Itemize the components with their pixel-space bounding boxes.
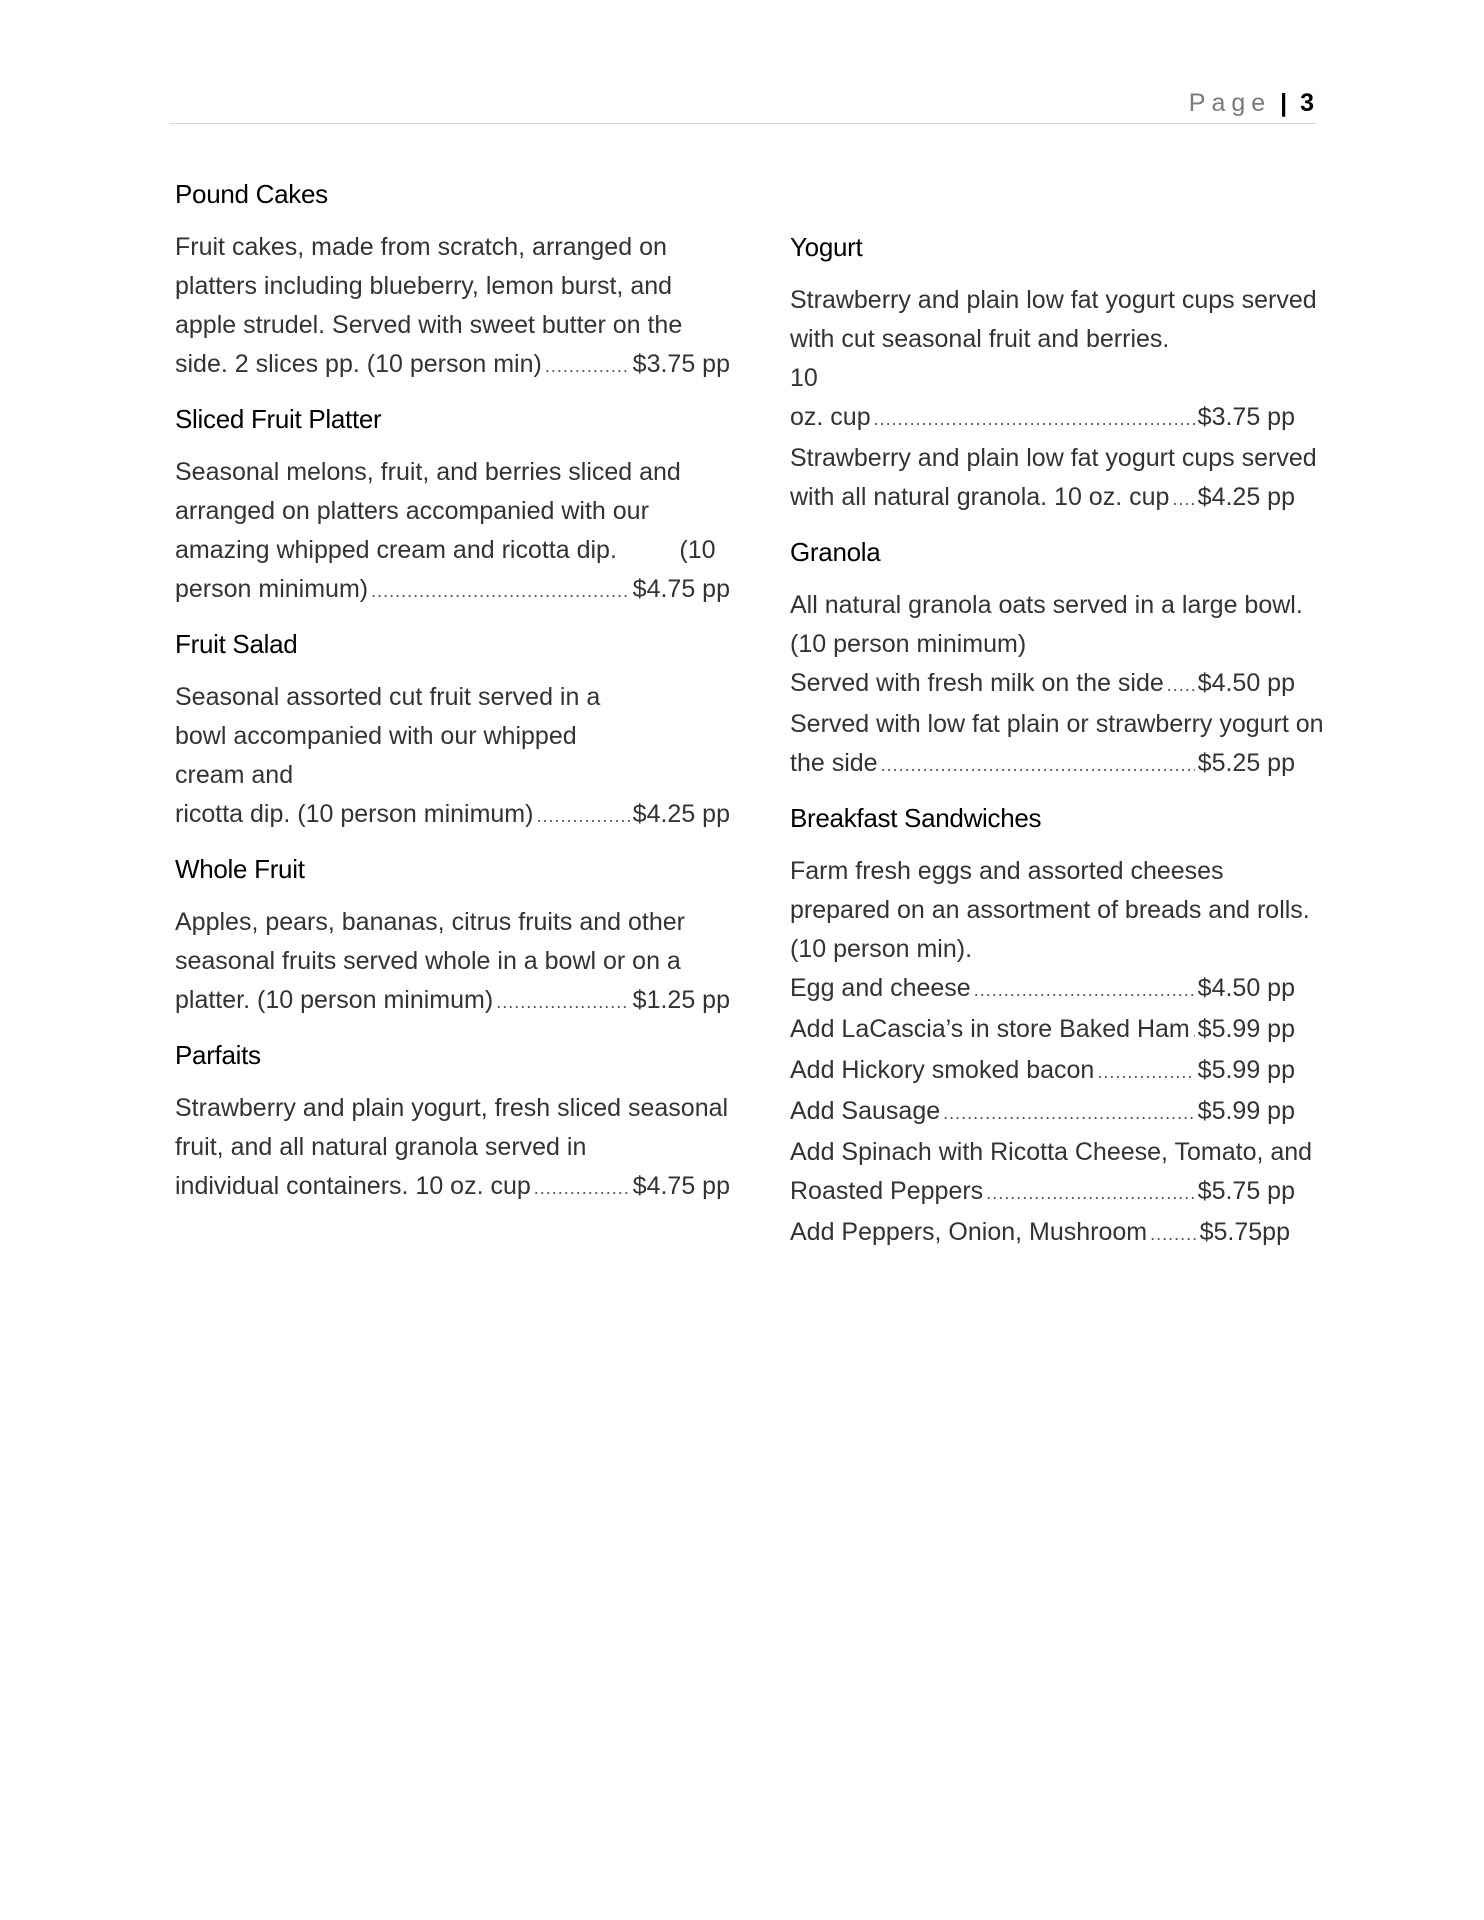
- price-value: $5.99 pp: [1197, 1015, 1295, 1043]
- price-line: [790, 1213, 1290, 1254]
- price-value: $4.25 pp: [1197, 483, 1295, 511]
- price-value: $1.25 pp: [632, 986, 730, 1014]
- price-line: [790, 1010, 1295, 1051]
- section-title: Breakfast Sandwiches: [790, 803, 1042, 833]
- menu-section-fruit-salad: [175, 625, 730, 836]
- dot-leader: [1150, 1215, 1196, 1254]
- dot-leader: [986, 1174, 1194, 1213]
- price-line-label: Egg and cheese: [790, 974, 971, 1002]
- section-title: Parfaits: [175, 1040, 261, 1070]
- menu-section-breakfast-sandwiches: [790, 799, 1320, 1254]
- section-description: Served with low fat plain or strawberry yogurt on: [790, 710, 1324, 738]
- dot-leader: [1167, 666, 1195, 705]
- dot-leader: [881, 746, 1195, 785]
- dot-leader: [534, 1169, 630, 1208]
- dot-leader: [1097, 1053, 1194, 1092]
- price-line: [175, 1167, 730, 1208]
- section-title: Whole Fruit: [175, 854, 305, 884]
- section-description: Fruit cakes, made from scratch, arranged on platters including blueberry, lemon burst, and apple strudel. Served with sweet butter on the: [175, 233, 683, 339]
- price-value: $5.99 pp: [1197, 1056, 1295, 1084]
- price-line-label: with all natural granola. 10 oz. cup: [790, 483, 1170, 511]
- price-line-label: side. 2 slices pp. (10 person min): [175, 350, 542, 378]
- price-line-label: person minimum): [175, 575, 369, 603]
- section-description: Strawberry and plain low fat yogurt cups served with cut seasonal fruit and berries. 10: [790, 286, 1324, 392]
- page-number: 3: [1300, 89, 1314, 117]
- price-line-label: individual containers. 10 oz. cup: [175, 1172, 531, 1200]
- page-header: [170, 85, 1316, 124]
- dot-leader: [1193, 1012, 1195, 1051]
- dot-leader: [545, 347, 630, 386]
- price-line: [175, 981, 730, 1022]
- section-note: (10 person min).: [790, 935, 973, 963]
- section-title: Yogurt: [790, 232, 863, 262]
- price-line-label: Add LaCascia’s in store Baked Ham: [790, 1015, 1190, 1043]
- price-line: [790, 1172, 1295, 1213]
- dot-leader: [371, 572, 630, 611]
- price-line: [790, 969, 1295, 1010]
- section-description: Seasonal melons, fruit, and berries sliced and arranged on platters accompanied with our amazing whipped cream and ricotta dip. (10: [175, 458, 716, 564]
- menu-section-sliced-fruit-platter: [175, 400, 730, 611]
- price-value: $5.75 pp: [1197, 1177, 1295, 1205]
- menu-section-yogurt: [790, 228, 1324, 519]
- price-value: $3.75 pp: [632, 350, 730, 378]
- price-line: [790, 478, 1295, 519]
- dot-leader: [943, 1094, 1195, 1133]
- price-line: [175, 345, 730, 386]
- section-description: Strawberry and plain yogurt, fresh sliced seasonal fruit, and all natural granola served in: [175, 1094, 729, 1161]
- price-line-label: Add Hickory smoked bacon: [790, 1056, 1095, 1084]
- price-value: $5.99 pp: [1197, 1097, 1295, 1125]
- menu-section-granola: [790, 533, 1324, 785]
- price-value: $4.75 pp: [632, 575, 730, 603]
- section-description: Strawberry and plain low fat yogurt cups served: [790, 444, 1317, 472]
- left-column: [175, 175, 730, 1222]
- price-value: $5.25 pp: [1197, 749, 1295, 777]
- price-value: $5.75pp: [1199, 1218, 1290, 1246]
- price-value: $4.50 pp: [1197, 974, 1295, 1002]
- price-line: [790, 664, 1295, 705]
- section-description: All natural granola oats served in a large bowl.: [790, 591, 1303, 619]
- price-line-label: Served with fresh milk on the side: [790, 669, 1164, 697]
- page-number-label: [1189, 89, 1314, 118]
- price-value: $4.50 pp: [1197, 669, 1295, 697]
- price-line-label: Add Sausage: [790, 1097, 941, 1125]
- page-separator: |: [1280, 89, 1288, 117]
- menu-section-parfaits: [175, 1036, 730, 1208]
- section-title: Fruit Salad: [175, 629, 298, 659]
- price-line-label: Roasted Peppers: [790, 1177, 984, 1205]
- section-description: Add Spinach with Ricotta Cheese, Tomato, and: [790, 1138, 1313, 1166]
- price-line-label: the side: [790, 749, 878, 777]
- page-word: Page: [1188, 89, 1272, 117]
- section-description: Farm fresh eggs and assorted cheeses prepared on an assortment of breads and rolls.: [790, 857, 1310, 924]
- price-line: [790, 1051, 1295, 1092]
- section-title: Sliced Fruit Platter: [175, 404, 382, 434]
- price-line-label: oz. cup: [790, 403, 871, 431]
- dot-leader: [874, 400, 1195, 439]
- section-description: Apples, pears, bananas, citrus fruits and other seasonal fruits served whole in a bowl or on a: [175, 908, 686, 975]
- price-line: [175, 795, 730, 836]
- price-line: [790, 398, 1295, 439]
- section-title: Pound Cakes: [175, 179, 328, 209]
- section-description: Seasonal assorted cut fruit served in a bowl accompanied with our whipped cream and: [175, 683, 601, 789]
- price-line-label: ricotta dip. (10 person minimum): [175, 800, 534, 828]
- dot-leader: [536, 797, 629, 836]
- price-line-label: Add Peppers, Onion, Mushroom: [790, 1218, 1148, 1246]
- dot-leader: [496, 983, 629, 1022]
- price-value: $3.75 pp: [1197, 403, 1295, 431]
- price-value: $4.75 pp: [632, 1172, 730, 1200]
- price-line: [790, 1092, 1295, 1133]
- menu-section-pound-cakes: [175, 175, 730, 386]
- price-line: [175, 570, 730, 611]
- dot-leader: [974, 971, 1195, 1010]
- right-column: [790, 228, 1324, 1268]
- section-title: Granola: [790, 537, 881, 567]
- dot-leader: [1172, 480, 1194, 519]
- price-line-label: platter. (10 person minimum): [175, 986, 494, 1014]
- price-line: [790, 744, 1295, 785]
- price-value: $4.25 pp: [632, 800, 730, 828]
- menu-section-whole-fruit: [175, 850, 730, 1022]
- section-note: (10 person minimum): [790, 630, 1027, 658]
